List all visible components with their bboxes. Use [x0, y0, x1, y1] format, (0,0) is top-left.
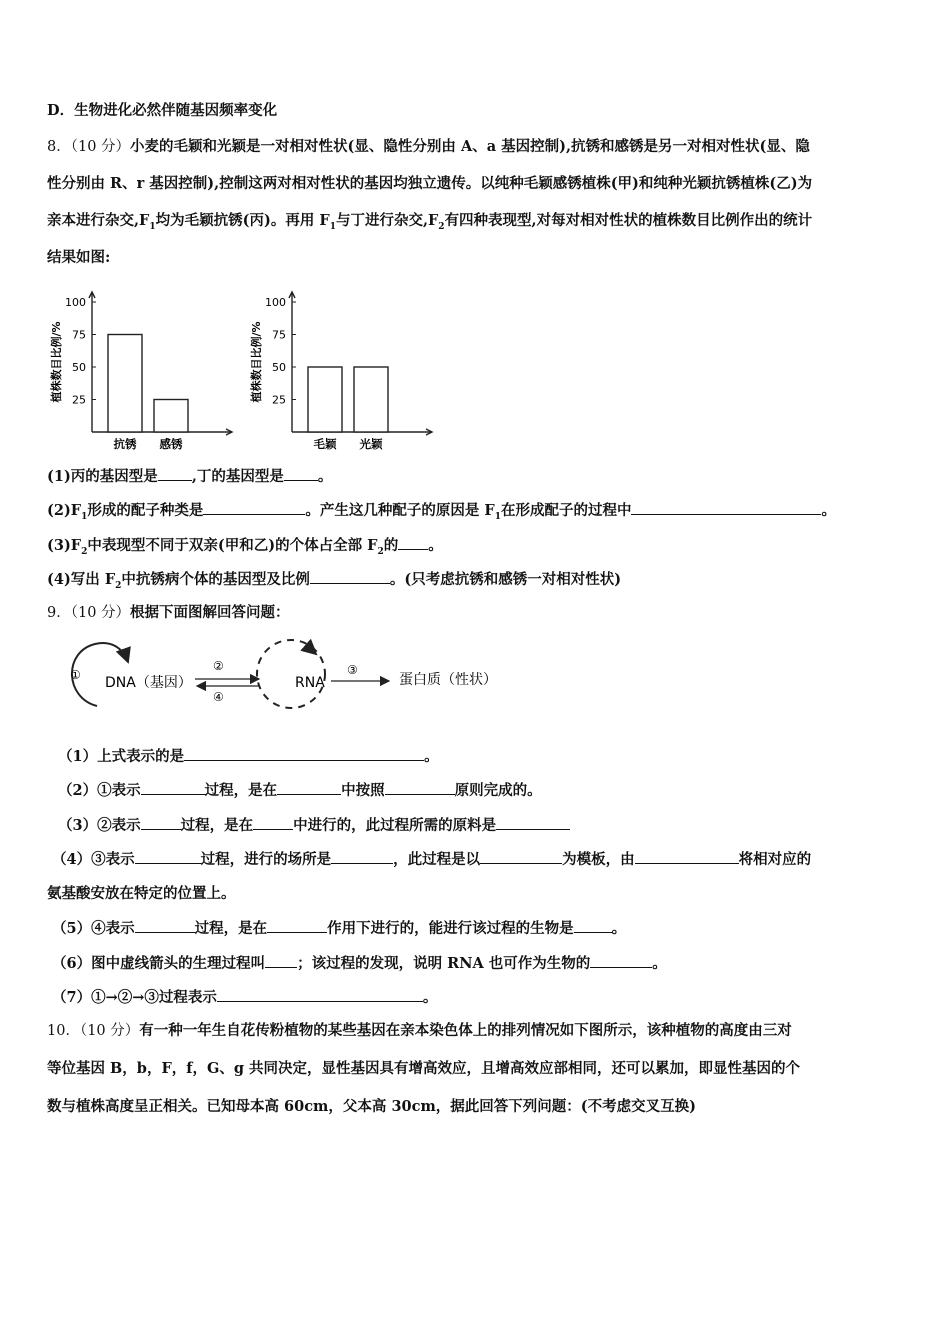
q8-stem-line-3: 亲本进行杂交$,F_1$均为毛颖抗锈(丙)。再用 $F_1$与丁进行杂交$,F_2$有四种表现型,对每对相对性状的植株数目比例作出的统计: [47, 212, 813, 232]
y-tick-label: 25: [272, 393, 286, 407]
x-tick-label: 光颖: [359, 437, 383, 451]
y-tick-label: 50: [72, 361, 86, 374]
y-tick-label: 75: [272, 328, 286, 342]
q9-sub-7: （7）①→②→③过程表示 。: [52, 989, 438, 1006]
q9-sub-4: （4）③表示 过程，进行的场所是 ，此过程是以 为模板，由 将相对应的: [52, 851, 812, 868]
central-dogma-diagram: [55, 636, 525, 716]
y-axis-label: 植株数目比例/%: [50, 321, 63, 403]
rna-replication-circle: [257, 640, 325, 708]
bar: [108, 335, 142, 433]
y-tick-label: 50: [272, 361, 286, 374]
q8-number: 8．: [47, 139, 71, 155]
q8-stem-line-2: 性分别由 R、r 基因控制),控制这两对相对性状的基因均独立遗传。以纯种毛颖感锈植株(甲)和纯种光颖抗锈植株(乙)为: [47, 175, 813, 192]
x-tick-label: 感锈: [159, 437, 183, 451]
bar: [308, 367, 342, 432]
x-tick-label: 毛颖: [313, 437, 337, 451]
y-tick-label: 100: [65, 296, 86, 309]
chart-glume: [249, 292, 432, 451]
q9-sub-3: （3）②表示 过程，是在 中进行的，此过程所需的原料是: [58, 815, 570, 836]
q9-sub-2: （2）①表示 过程，是在 中按照 原则完成的。: [58, 782, 542, 799]
q10-line-3: 数与植株高度呈正相关。已知母本高 60cm，父本高 30cm，据此回答下列问题：(不考虑交叉互换): [47, 1098, 697, 1115]
protein-label: 蛋白质（性状）: [399, 672, 497, 688]
q9-sub-6: （6）图中虚线箭头的生理过程叫 ；该过程的发现，说明 RNA 也可作为生物的 。: [52, 955, 667, 972]
q8-stem-line-1: 8．（10 分）小麦的毛颖和光颖是一对相对性状(显、隐性分别由 A、a 基因控制),抗锈和感锈是另一对相对性状(显、隐: [47, 138, 810, 155]
chart-resistance: [49, 292, 232, 451]
y-tick-label: 75: [72, 328, 86, 342]
bar: [154, 400, 188, 433]
q9-stem: 9．（10 分）根据下面图解回答问题：: [47, 604, 290, 621]
y-tick-label: 100: [265, 296, 286, 309]
q10-line-2: 等位基因 B，b，F，f，G、g 共同决定，显性基因具有增高效应，且增高效应部相同，还可以累加，即显性基因的个: [47, 1060, 801, 1077]
q9-sub-5: （5）④表示 过程，是在 作用下进行的，能进行该过程的生物是 。: [52, 920, 627, 937]
label-4: ④: [213, 690, 224, 704]
q8-part-2: $(2)F_1$形成的配子种类是 。产生这几种配子的原因是 $F_1$在形成配子的过程中 。: [47, 502, 836, 522]
bar: [354, 367, 388, 432]
dna-label: DNA（基因）: [105, 675, 192, 691]
q8-part-3: $(3)F_2$中表现型不同于双亲(甲和乙)的个体占全部 $F_2$的 。: [47, 537, 443, 557]
q10-line-1: 10．（10 分）有一种一年生自花传粉植物的某些基因在亲本染色体上的排列情况如下图所示，该种植物的高度由三对: [47, 1022, 792, 1039]
q7-option-d: D．生物进化必然伴随基因频率变化: [47, 102, 278, 119]
q8-stem-line-4: 结果如图:: [47, 249, 111, 266]
q8-part-1: (1)丙的基因型是 ,丁的基因型是 。: [47, 468, 333, 485]
q9-sub-1: （1）上式表示的是 。: [58, 748, 439, 765]
y-tick-label: 25: [72, 393, 86, 407]
label-2: ②: [213, 659, 224, 673]
x-tick-label: 抗锈: [113, 437, 137, 451]
y-axis-label: 植株数目比例/%: [250, 321, 263, 403]
label-3: ③: [347, 663, 358, 677]
q8-score: （10 分）: [70, 139, 131, 155]
q9-sub-4-cont: 氨基酸安放在特定的位置上。: [47, 885, 236, 902]
rna-label: RNA: [295, 675, 325, 691]
q8-bar-charts: [40, 282, 440, 457]
q8-part-4: (4)写出 $F_2$中抗锈病个体的基因型及比例 。(只考虑抗锈和感锈一对相对性状): [47, 571, 622, 591]
label-1: ①: [70, 668, 81, 682]
